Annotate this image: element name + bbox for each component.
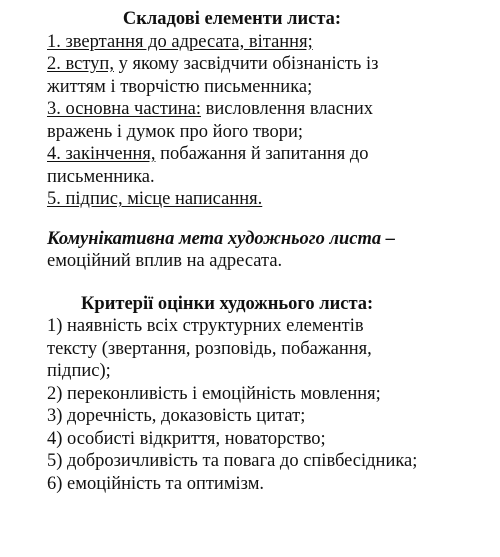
list-item-continuation: вражень і думок про його твори; xyxy=(47,121,304,142)
criteria-line: підпис); xyxy=(47,361,111,381)
list-item xyxy=(47,143,500,166)
item-5-underlined: 5. підпис, місце написання. xyxy=(47,189,263,209)
criteria-line: 6) емоційність та оптимізм. xyxy=(47,473,265,494)
item-2-underlined: 2. вступ, xyxy=(47,54,114,74)
communicative-goal-text: емоційний вплив на адресата. xyxy=(47,251,283,271)
criteria-line: 5) доброзичливість та повага до співбесідника; xyxy=(47,451,418,471)
item-4-underlined: 4. закінчення, xyxy=(47,144,156,164)
list-item xyxy=(47,53,500,76)
criteria-line: 4) особисті відкриття, новаторство; xyxy=(47,428,326,449)
item-3-text: висловлення власних xyxy=(201,99,374,119)
list-item xyxy=(47,98,500,121)
section1-title: Складові елементи листа: xyxy=(122,9,342,29)
list-item xyxy=(47,31,500,54)
criteria-line: 1) наявність всіх структурних елементів xyxy=(47,316,364,336)
section3-title: Критерії оцінки художнього листа: xyxy=(81,293,374,314)
communicative-goal-heading: Комунікативна мета художнього листа – xyxy=(47,228,396,249)
list-item-continuation: життям і творчістю письменника; xyxy=(47,76,313,97)
criteria-line: тексту (звертання, розповідь, побажання, xyxy=(47,338,372,359)
item-4-text: побажання й запитання до xyxy=(155,144,369,164)
list-item-continuation: письменника. xyxy=(47,166,155,187)
item-2-text: у якому засвідчити обізнаність із xyxy=(113,54,379,74)
criteria-line: 2) переконливість і емоційність мовлення; xyxy=(47,383,381,404)
criteria-line: 3) доречність, доказовість цитат; xyxy=(47,406,306,426)
list-item xyxy=(47,188,500,211)
item-3-underlined: 3. основна частина: xyxy=(47,99,202,119)
item-1-underlined: 1. звертання до адресата, вітання; xyxy=(47,31,313,52)
